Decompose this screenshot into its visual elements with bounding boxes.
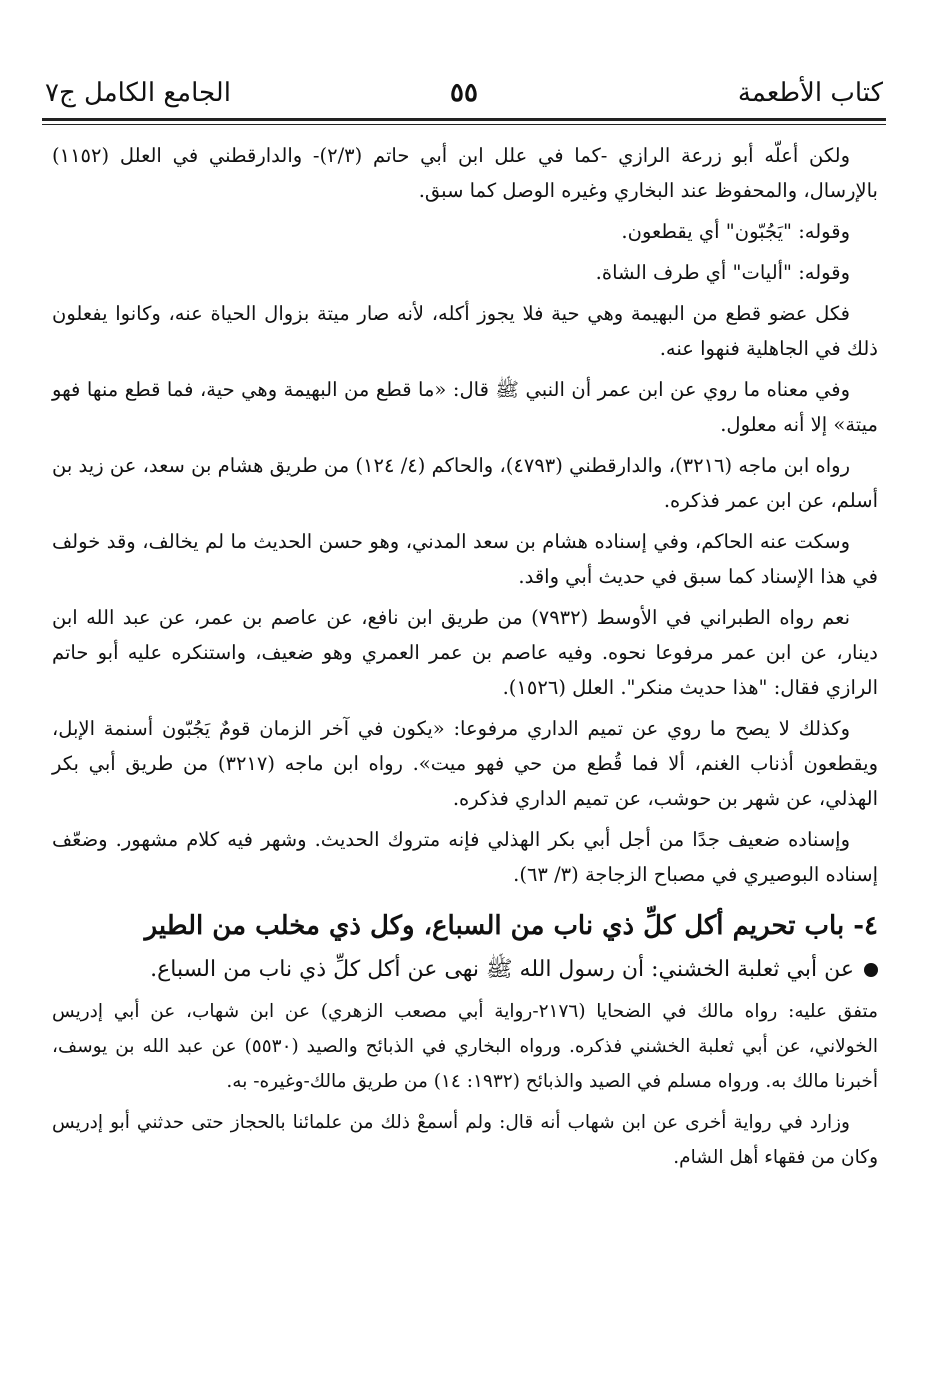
chapter-heading: ٤- باب تحريم أكل كلِّ ذي ناب من السباع، وكل ذي مخلب من الطير — [144, 911, 878, 941]
page-header — [45, 78, 883, 114]
paragraph: فكل عضو قطع من البهيمة وهي حية فلا يجوز أكله، لأنه صار ميتة بزوال الحياة عنه، وكانوا يفعلون ذلك في الجاهلية فنهوا عنه. — [52, 302, 878, 360]
paragraph: وكذلك لا يصح ما روي عن تميم الداري مرفوعا: «يكون في آخر الزمان قومٌ يَجُبّون أسنمة الإبل، ويقطعون أذناب الغنم، ألا فما قُطع من حي فهو ميت». رواه ابن ماجه (٣٢١٧) من طريق أبي بكر الهذلي، عن شهر بن حوشب، عن تميم الداري فذكره. — [52, 717, 878, 810]
book-title: كتاب الأطعمة — [737, 78, 883, 108]
bullet-icon — [864, 963, 878, 977]
hadith-body: عن أبي ثعلبة الخشني: أن رسول الله ﷺ نهى عن أكل كلِّ ذي ناب من السباع. — [150, 957, 854, 982]
paragraph: وفي معناه ما روي عن ابن عمر أن النبي ﷺ قال: «ما قطع من البهيمة وهي حية، فما قطع منها فهو ميتة» إلا أنه معلول. — [52, 378, 878, 436]
paragraph: وإسناده ضعيف جدًا من أجل أبي بكر الهذلي فإنه متروك الحديث. وشهر فيه كلام مشهور. وضعّف إسناده البوصيري في مصباح الزجاجة (٣/ ٦٣). — [52, 828, 878, 886]
takhrij-paragraph: وزارد في رواية أخرى عن ابن شهاب أنه قال: ولم أسمعْ ذلك من علمائنا بالحجاز حتى حدثني أبو إدريس وكان من فقهاء أهل الشام. — [52, 1112, 878, 1168]
paragraph: رواه ابن ماجه (٣٢١٦)، والدارقطني (٤٧٩٣)، والحاكم (٤/ ١٢٤) من طريق هشام بن سعد، عن زيد بن أسلم، عن ابن عمر فذكره. — [52, 454, 878, 512]
paragraph: ولكن أعلّه أبو زرعة الرازي -كما في علل ابن أبي حاتم (٢/٣)- والدارقطني في العلل (١١٥٢) بالإرسال، والمحفوظ عند البخاري وغيره الوصل كما سبق. — [52, 144, 878, 202]
takhrij-paragraph: متفق عليه: رواه مالك في الضحايا (٢١٧٦-رواية أبي مصعب الزهري) عن ابن شهاب، عن أبي إدريس الخولاني، عن أبي ثعلبة الخشني فذكره. ورواه البخاري في الذبائح والصيد (٥٥٣٠) عن عبد الله بن يوسف، أخبرنا مالك به. ورواه مسلم في الصيد والذبائح (١٩٣٢: ١٤) من طريق مالك-وغيره- به. — [52, 1001, 878, 1092]
paragraph: وقوله: "أليات" أي طرف الشاة. — [595, 261, 850, 284]
header-rule-thin — [42, 124, 886, 125]
paragraph: وقوله: "يَجُبّون" أي يقطعون. — [621, 220, 850, 243]
header-rule-thick — [42, 118, 886, 121]
paragraph: نعم رواه الطبراني في الأوسط (٧٩٣٢) من طريق ابن نافع، عن عاصم بن عمر، عن عبد الله ابن دينار، عن ابن عمر مرفوعا نحوه. وفيه عاصم بن عمر العمري وهو ضعيف، واستنكره عليه أبو حاتم الرازي فقال: "هذا حديث منكر". العلل (١٥٢٦). — [52, 606, 878, 699]
page-number: ٥٥ — [450, 78, 478, 108]
page-body — [52, 138, 878, 1181]
hadith-text — [52, 950, 878, 990]
paragraph: وسكت عنه الحاكم، وفي إسناده هشام بن سعد المدني، وهو حسن الحديث ما لم يخالف، وقد خولف في هذا الإسناد كما سبق في حديث أبي واقد. — [52, 530, 878, 588]
volume-label: الجامع الكامل ج٧ — [45, 78, 231, 108]
